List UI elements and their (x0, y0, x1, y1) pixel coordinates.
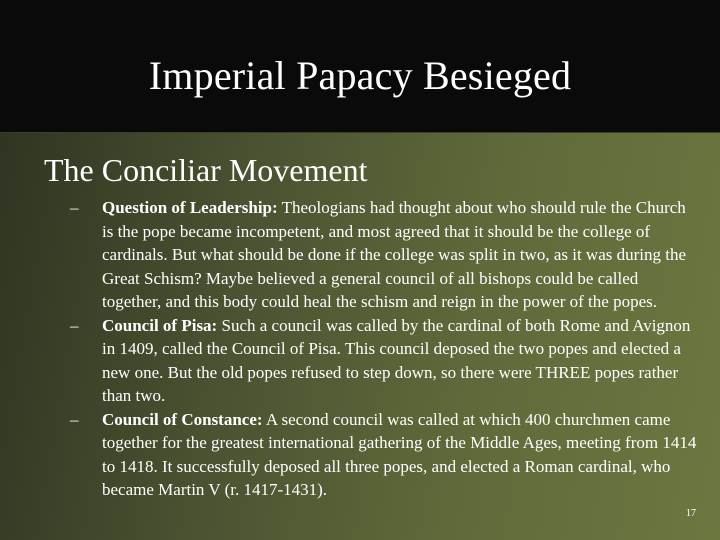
slide-title: Imperial Papacy Besieged (148, 53, 572, 98)
title-band (0, 0, 720, 132)
bullet-question-of-leadership (70, 196, 700, 314)
bullet-dash: – (70, 315, 79, 335)
bullet-lead: Council of Constance: (102, 409, 263, 429)
bullet-list (70, 196, 700, 502)
section-heading: The Conciliar Movement (44, 152, 368, 188)
bullet-text: A second council was called at which 400 churchmen came together for the greatest international gathering of the Middle Ages, meeting from 1414 to 1418. It successfully deposed all three popes, and elected a Roman cardinal, who became Martin V (r. 1417-1431). (102, 409, 697, 499)
bullet-dash: – (70, 198, 79, 217)
bullet-council-of-pisa (70, 314, 700, 408)
bullet-lead: Question of Leadership: (102, 198, 278, 217)
bullet-text: Theologians had thought about who should rule the Church is the pope became incompetent, and most agreed that it should be the college of cardinals. But what should be done if the college was split in two, as it was during the Great Schism? Maybe believed a general council of all bishops could be called together, and this body could heal the schism and reign in the power of the popes. (102, 198, 687, 311)
page-number: 17 (686, 508, 696, 519)
bullet-council-of-constance (70, 408, 700, 502)
bullet-text: Such a council was called by the cardinal of both Rome and Avignon in 1409, called the Council of Pisa. This council deposed the two popes and elected a new one. But the old popes refused to step down, so there were THREE popes rather than two. (102, 315, 691, 405)
bullet-dash: – (70, 409, 79, 429)
bullet-lead: Council of Pisa: (102, 315, 218, 335)
